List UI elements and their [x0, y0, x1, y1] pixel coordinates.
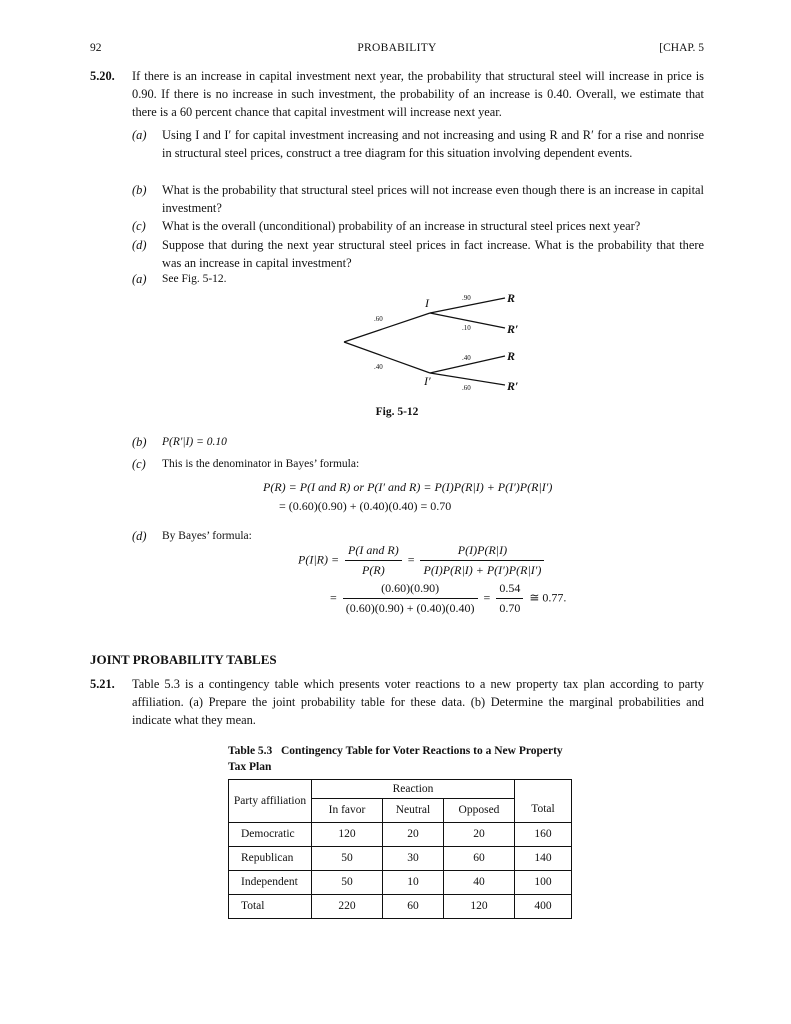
chapter-label: [CHAP. 5: [659, 42, 704, 54]
question-b: [132, 182, 704, 218]
prob-R-given-I: .90: [462, 294, 471, 302]
fraction-numerator: P(I and R): [345, 542, 402, 561]
equation-c-line2: = (0.60)(0.90) + (0.40)(0.40) = 0.70: [279, 499, 452, 513]
bayes-lhs: P(I|R) =: [298, 552, 340, 567]
row-label: Democratic: [229, 823, 312, 847]
col-header-opposed: Opposed: [444, 799, 515, 823]
table-header-row: [229, 780, 572, 799]
page-number: 92: [90, 42, 102, 54]
group-header-cell: Reaction: [312, 780, 515, 799]
question-a: [132, 127, 704, 163]
question-c: [132, 218, 704, 236]
row-label: Total: [229, 895, 312, 919]
prob-Rprime-given-Iprime: .60: [462, 384, 471, 392]
figure-caption: Fig. 5-12: [375, 406, 419, 418]
prob-Iprime: .40: [374, 363, 383, 371]
fraction-numerator: 0.54: [496, 580, 523, 599]
fraction-result: [496, 580, 523, 618]
problem-5-21: [90, 676, 704, 730]
question-text: Suppose that during the next year structural steel prices in fact increase. What is the probability that there was an increase in capital investment?: [162, 238, 704, 270]
cell: 400: [515, 895, 572, 919]
table-caption: [228, 744, 578, 775]
col-header-in-favor: In favor: [312, 799, 383, 823]
leaf-Rprime-1: R′: [507, 322, 519, 336]
cell: 120: [312, 823, 383, 847]
cell: 10: [383, 871, 444, 895]
row-label: Independent: [229, 871, 312, 895]
solution-label: (a): [132, 272, 147, 286]
tree-branches: [344, 298, 505, 385]
question-text: What is the overall (unconditional) probability of an increase in structural steel prices next year?: [162, 219, 641, 233]
solution-equation: P(R′|I) = 0.10: [162, 436, 227, 448]
problem-text: Table 5.3 is a contingency table which presents voter reactions to a new property tax plan according to party affiliation. (a) Prepare the joint probability table for these data. (b) Determine the marginal probabilities and indicate what they mean.: [132, 677, 704, 727]
problem-number: 5.21.: [90, 677, 115, 691]
fraction-denominator: P(R): [362, 563, 385, 578]
solution-label: (d): [132, 529, 147, 543]
solution-text: By Bayes’ formula:: [162, 530, 252, 542]
table-row: [229, 895, 572, 919]
prob-I: .60: [374, 315, 383, 323]
equation-c-line1: P(R) = P(I and R) or P(I′ and R) = P(I)P(R|I) + P(I′)P(R|I′): [263, 480, 553, 494]
cell: 160: [515, 823, 572, 847]
cell: 220: [312, 895, 383, 919]
section-title: JOINT PROBABILITY TABLES: [90, 652, 277, 667]
cell: 20: [444, 823, 515, 847]
leaf-R-2: R: [507, 349, 516, 363]
row-label: Republican: [229, 847, 312, 871]
running-title: PROBABILITY: [357, 42, 437, 54]
table-caption-text: Contingency Table for Voter Reactions to a New Property Tax Plan: [228, 745, 563, 773]
equals-sign: =: [483, 590, 491, 605]
prob-R-given-Iprime: .40: [462, 354, 471, 362]
cell: 50: [312, 847, 383, 871]
equals-sign: =: [330, 590, 337, 605]
fraction-bayes-expanded: [420, 542, 544, 580]
fraction-numeric: [343, 580, 478, 618]
approx-result: ≅ 0.77.: [529, 590, 567, 605]
cell: 100: [515, 871, 572, 895]
fraction-denominator: (0.60)(0.90) + (0.40)(0.40): [345, 601, 475, 616]
problem-text: If there is an increase in capital investment next year, the probability that structural steel will increase in price is 0.90. If there is no increase in such investment, the probability of an increase is 0.40. Overall, we estimate that there is a 60 percent chance that capital investment will increase next year.: [132, 69, 704, 119]
table-row: [229, 871, 572, 895]
node-Iprime-label: I′: [424, 374, 431, 388]
leaf-R-1: R: [507, 291, 516, 305]
branch-root-Iprime: [344, 342, 430, 373]
question-d: [132, 237, 704, 273]
row-header-cell: Party affiliation: [229, 780, 312, 823]
node-I-label: I: [425, 296, 429, 310]
fraction-joint-over-marginal: [345, 542, 402, 580]
table-row: [229, 847, 572, 871]
question-label: (b): [132, 183, 147, 197]
page-header: [90, 40, 704, 56]
fraction-numerator: (0.60)(0.90): [343, 580, 478, 599]
solution-label: (b): [132, 435, 147, 449]
cell: 120: [444, 895, 515, 919]
cell: 60: [383, 895, 444, 919]
leaf-Rprime-2: R′: [507, 379, 519, 393]
tree-diagram: [330, 285, 570, 405]
bayes-equation-line2: [330, 580, 566, 618]
bayes-equation-line1: [298, 542, 547, 580]
solution-b: [132, 434, 704, 451]
cell: 30: [383, 847, 444, 871]
cell: 140: [515, 847, 572, 871]
solution-text: See Fig. 5-12.: [162, 273, 227, 285]
table-caption-label: Table 5.3: [228, 745, 273, 757]
fraction-denominator: 0.70: [499, 601, 521, 616]
solution-text: This is the denominator in Bayes’ formula:: [162, 458, 360, 470]
question-text: Using I and I′ for capital investment increasing and not increasing and using R and R′ for a rise and nonrise in structural steel prices, construct a tree diagram for this situation involving dependent events.: [162, 128, 704, 160]
problem-number: 5.20.: [90, 69, 115, 83]
fraction-denominator: P(I)P(R|I) + P(I′)P(R|I′): [423, 563, 542, 578]
cell: 20: [383, 823, 444, 847]
solution-label: (c): [132, 457, 146, 471]
problem-5-20: [90, 68, 704, 122]
cell: 40: [444, 871, 515, 895]
question-text: What is the probability that structural steel prices will not increase even though there is an increase in capital investment?: [162, 183, 704, 215]
question-label: (c): [132, 219, 146, 233]
question-label: (a): [132, 128, 147, 142]
solution-c: [132, 456, 704, 473]
cell: 50: [312, 871, 383, 895]
col-header-neutral: Neutral: [383, 799, 444, 823]
fraction-numerator: P(I)P(R|I): [420, 542, 544, 561]
cell: 60: [444, 847, 515, 871]
equals-sign: =: [407, 552, 415, 567]
contingency-table: [228, 779, 572, 919]
table-row: [229, 823, 572, 847]
branch-root-I: [344, 313, 430, 342]
prob-Rprime-given-I: .10: [462, 324, 471, 332]
question-label: (d): [132, 238, 147, 252]
col-header-total: Total: [515, 780, 572, 823]
